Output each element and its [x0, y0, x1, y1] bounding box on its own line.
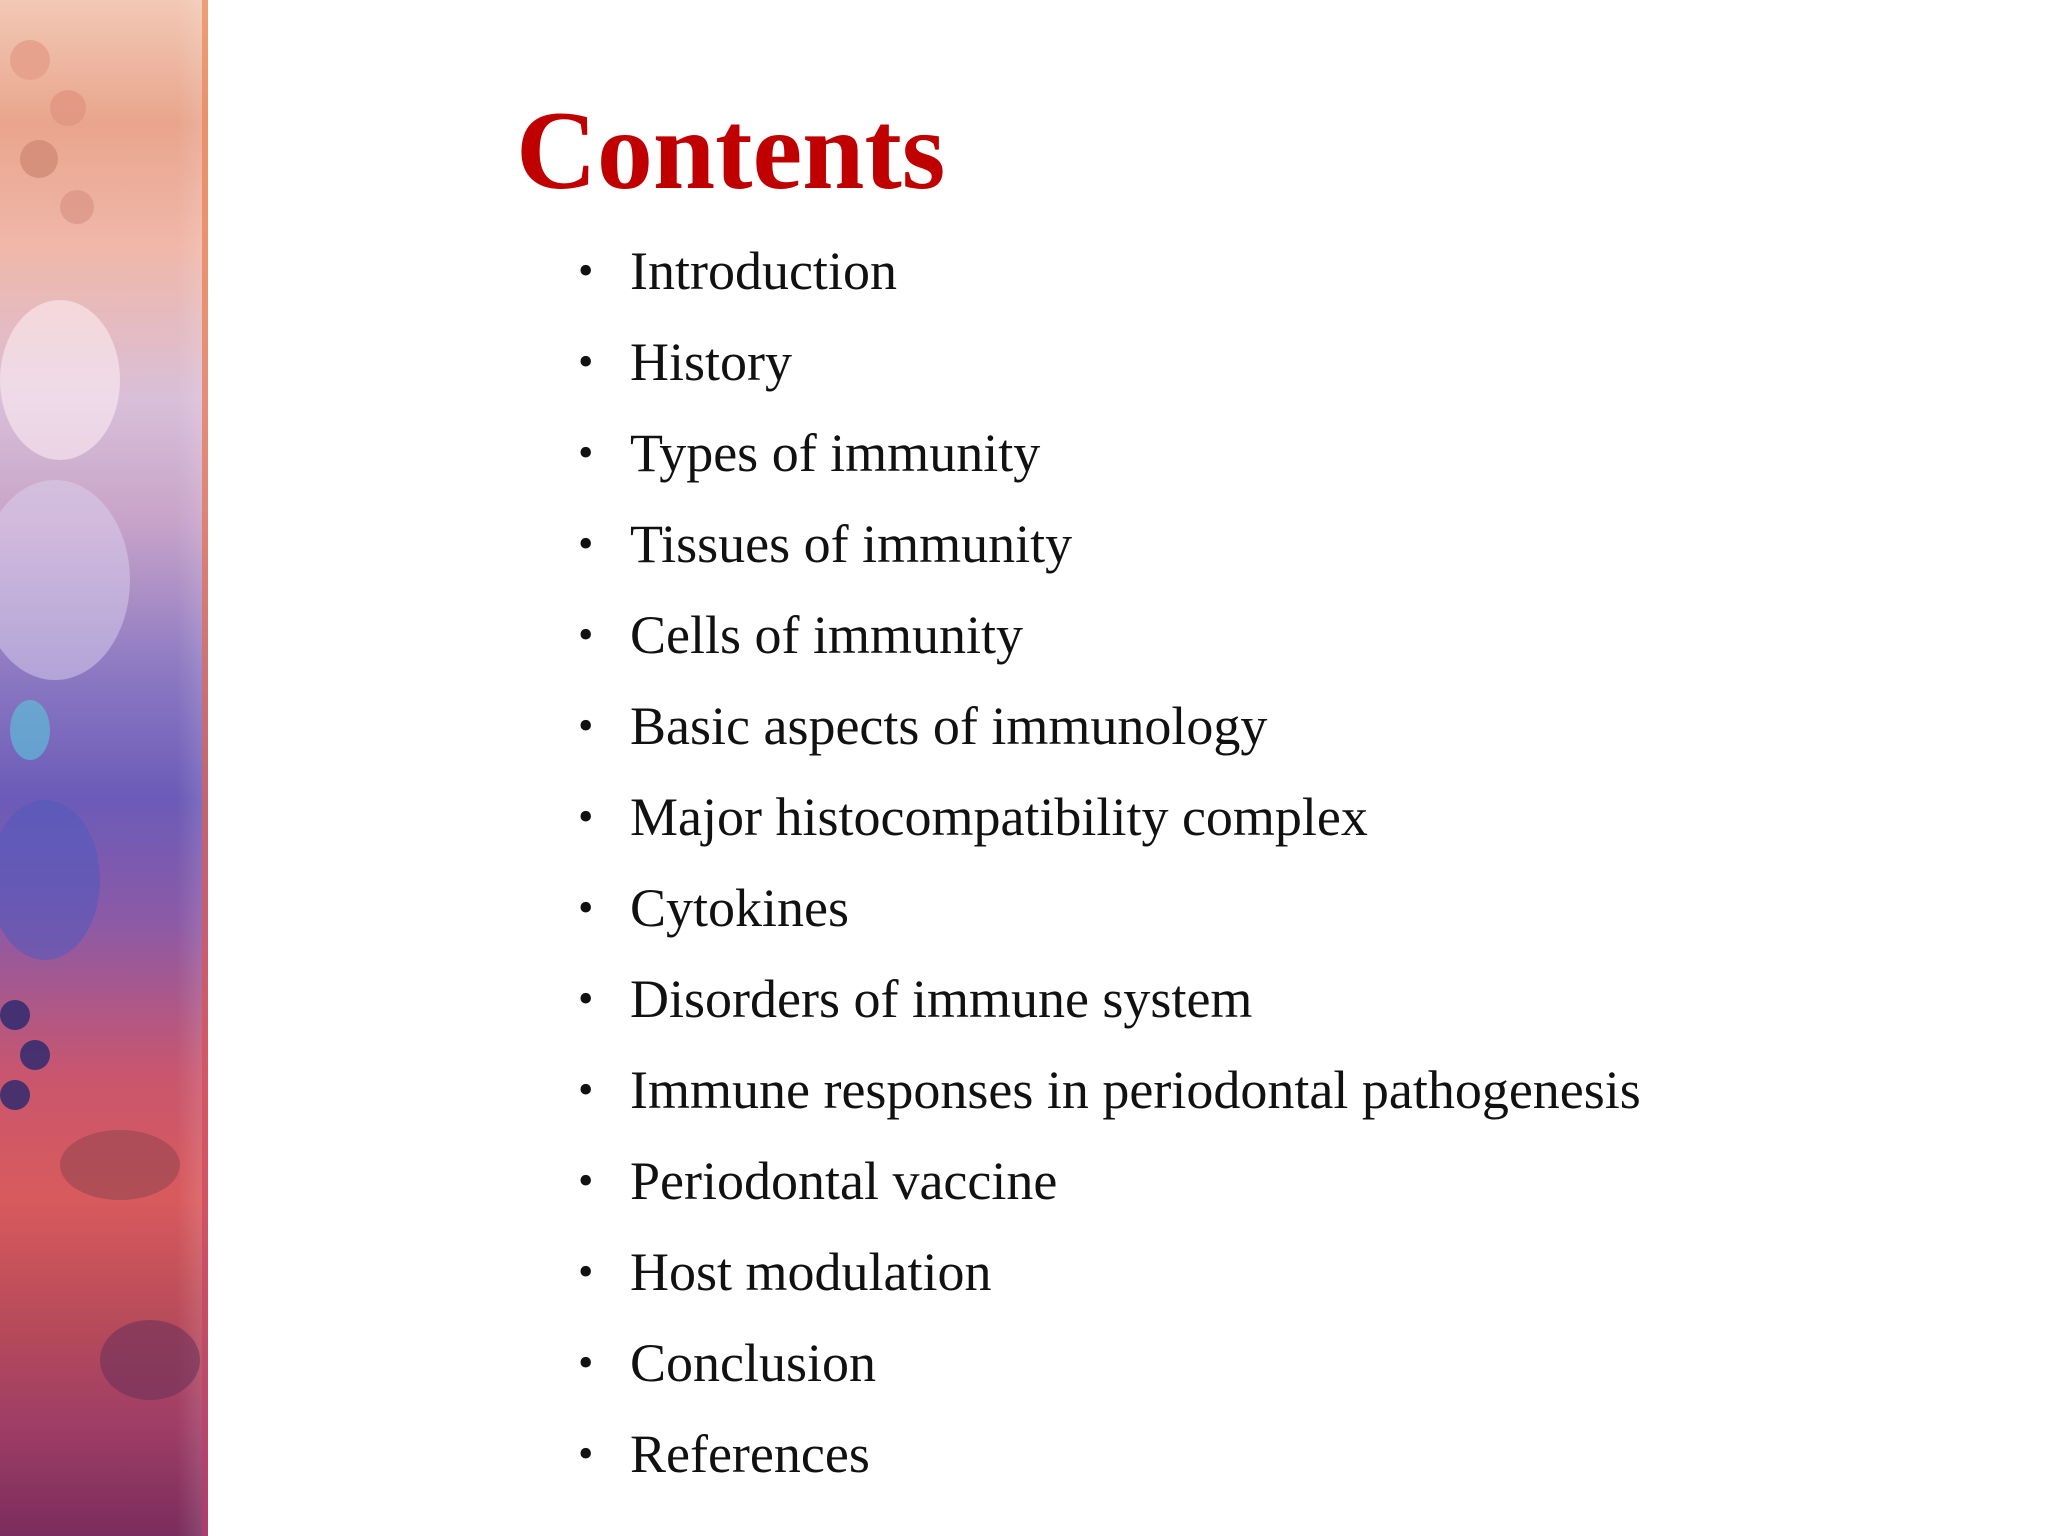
- list-item-text: Basic aspects of immunology: [630, 696, 1268, 756]
- bullet: •: [578, 701, 594, 750]
- bullet: •: [578, 337, 594, 386]
- decorative-immune-cells-image: [0, 0, 208, 1536]
- list-item: [576, 966, 1641, 1057]
- bullet: •: [578, 246, 594, 295]
- list-item-text: Host modulation: [630, 1242, 992, 1302]
- bullet: •: [578, 1338, 594, 1387]
- bullet: •: [578, 974, 594, 1023]
- list-item-text: Types of immunity: [630, 423, 1041, 483]
- list-item: [576, 1057, 1641, 1148]
- list-item: [576, 511, 1641, 602]
- bullet: •: [578, 1247, 594, 1296]
- list-item: [576, 1421, 1641, 1512]
- bullet: •: [578, 1065, 594, 1114]
- list-item: [576, 238, 1641, 329]
- list-item: [576, 1330, 1641, 1421]
- list-item-text: References: [630, 1424, 870, 1484]
- bullet: •: [578, 428, 594, 477]
- bullet: •: [578, 610, 594, 659]
- list-item: [576, 329, 1641, 420]
- page-title: Contents: [516, 89, 946, 213]
- list-item: [576, 1239, 1641, 1330]
- list-item-text: Major histocompatibility complex: [630, 787, 1368, 847]
- list-item-text: Cells of immunity: [630, 605, 1024, 665]
- list-item-text: Introduction: [630, 241, 897, 301]
- bullet: •: [578, 1156, 594, 1205]
- bullet: •: [578, 792, 594, 841]
- list-item: [576, 784, 1641, 875]
- list-item-text: Conclusion: [630, 1333, 877, 1393]
- bullet: •: [578, 519, 594, 568]
- list-item-text: History: [630, 332, 792, 392]
- list-item-text: Tissues of immunity: [630, 514, 1073, 574]
- list-item: [576, 875, 1641, 966]
- list-item-text: Periodontal vaccine: [630, 1151, 1058, 1211]
- list-item: [576, 1148, 1641, 1239]
- list-item-text: Cytokines: [630, 878, 850, 938]
- list-item: [576, 420, 1641, 511]
- list-item: [576, 602, 1641, 693]
- bullet: •: [578, 1429, 594, 1478]
- contents-list: [576, 238, 1641, 1512]
- list-item-text: Disorders of immune system: [630, 969, 1253, 1029]
- list-item-text: Immune responses in periodontal pathogenesis: [630, 1060, 1641, 1120]
- bullet: •: [578, 883, 594, 932]
- list-item: [576, 693, 1641, 784]
